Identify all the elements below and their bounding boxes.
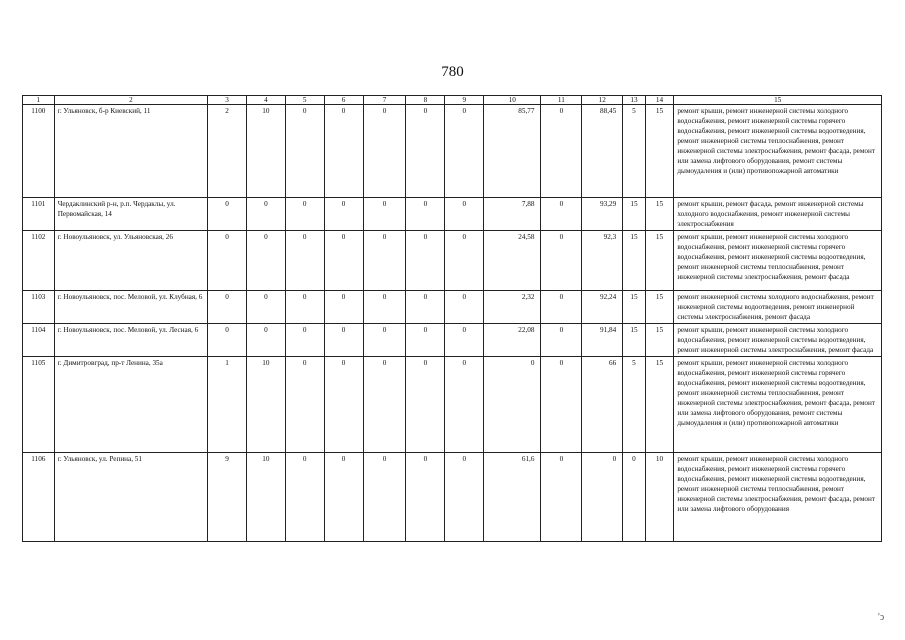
table-cell: 88,45 bbox=[582, 105, 623, 198]
table-cell: 0 bbox=[246, 231, 285, 291]
table-cell: 0 bbox=[445, 324, 484, 357]
table-cell: 0 bbox=[246, 198, 285, 231]
table-cell: 0 bbox=[285, 324, 324, 357]
column-header: 5 bbox=[285, 96, 324, 105]
table-cell: 0 bbox=[324, 105, 363, 198]
table-cell: 0 bbox=[324, 291, 363, 324]
table-cell: 0 bbox=[363, 105, 406, 198]
table-cell: 0 bbox=[445, 105, 484, 198]
table-cell: 0 bbox=[363, 198, 406, 231]
table-cell: 92,24 bbox=[582, 291, 623, 324]
column-header: 10 bbox=[484, 96, 541, 105]
table-cell: 10 bbox=[246, 453, 285, 542]
table-row bbox=[23, 198, 882, 231]
table-row bbox=[23, 357, 882, 453]
table-row bbox=[23, 324, 882, 357]
column-header: 8 bbox=[406, 96, 445, 105]
row-number-cell: 1105 bbox=[23, 357, 55, 453]
table-cell: 0 bbox=[324, 198, 363, 231]
table-row bbox=[23, 231, 882, 291]
table-cell: 15 bbox=[645, 324, 674, 357]
table-cell: 15 bbox=[623, 291, 645, 324]
table-cell: 61,6 bbox=[484, 453, 541, 542]
row-number-cell: 1100 bbox=[23, 105, 55, 198]
table-cell: 15 bbox=[645, 231, 674, 291]
row-number-cell: 1103 bbox=[23, 291, 55, 324]
table-cell: 0 bbox=[445, 231, 484, 291]
column-header: 2 bbox=[54, 96, 207, 105]
row-number-cell: 1102 bbox=[23, 231, 55, 291]
table-cell: 0 bbox=[445, 357, 484, 453]
table-cell: 0 bbox=[324, 357, 363, 453]
row-number-cell: 1101 bbox=[23, 198, 55, 231]
table-cell: 0 bbox=[324, 231, 363, 291]
table-cell: 5 bbox=[623, 357, 645, 453]
table-row bbox=[23, 105, 882, 198]
column-header: 1 bbox=[23, 96, 55, 105]
table-cell: 0 bbox=[208, 231, 247, 291]
table-cell: 15 bbox=[623, 198, 645, 231]
table-cell: 0 bbox=[285, 105, 324, 198]
table-cell: 0 bbox=[363, 291, 406, 324]
table-cell: 2,32 bbox=[484, 291, 541, 324]
table-cell: 10 bbox=[246, 105, 285, 198]
works-cell: ремонт крыши, ремонт инженерной системы холодного водоснабжения, ремонт инженерной системы горячего водоснабжения, ремонт инженерной системы водоотведения, ремонт инженерной системы теплоснабжения, ремонт инженерной системы электроснабжения, ремонт фасада bbox=[674, 231, 882, 291]
works-cell: ремонт крыши, ремонт инженерной системы холодного водоснабжения, ремонт инженерной системы горячего водоснабжения, ремонт инженерной системы водоотведения, ремонт инженерной системы теплоснабжения, ремонт инженерной системы электроснабжения, ремонт фасада, ремонт или замена лифтового оборудования bbox=[674, 453, 882, 542]
table-row bbox=[23, 291, 882, 324]
table-cell: 0 bbox=[208, 324, 247, 357]
table-cell: 0 bbox=[285, 357, 324, 453]
table-cell: 92,3 bbox=[582, 231, 623, 291]
table-cell: 0 bbox=[445, 198, 484, 231]
table-cell: 0 bbox=[582, 453, 623, 542]
works-cell: ремонт крыши, ремонт инженерной системы холодного водоснабжения, ремонт инженерной системы горячего водоснабжения, ремонт инженерной системы водоотведения, ремонт инженерной системы теплоснабжения, ремонт инженерной системы электроснабжения, ремонт фасада, ремонт или замена лифтового оборудования, ремонт системы дымоудаления и (или) противопожарной автоматики bbox=[674, 105, 882, 198]
table-cell: 0 bbox=[324, 453, 363, 542]
column-header: 13 bbox=[623, 96, 645, 105]
table-cell: 0 bbox=[541, 231, 582, 291]
table-cell: 0 bbox=[484, 357, 541, 453]
address-cell: г. Новоульяновск, пос. Меловой, ул. Клубная, 6 bbox=[54, 291, 207, 324]
table-cell: 7,88 bbox=[484, 198, 541, 231]
table-cell: 0 bbox=[541, 357, 582, 453]
table-cell: 15 bbox=[645, 357, 674, 453]
works-cell: ремонт крыши, ремонт фасада, ремонт инженерной системы холодного водоснабжения, ремонт инженерной системы электроснабжения bbox=[674, 198, 882, 231]
table-cell: 0 bbox=[363, 357, 406, 453]
table-cell: 0 bbox=[406, 198, 445, 231]
row-number-cell: 1104 bbox=[23, 324, 55, 357]
table-cell: 0 bbox=[363, 453, 406, 542]
table-cell: 0 bbox=[406, 357, 445, 453]
table-cell: 0 bbox=[363, 324, 406, 357]
table-cell: 0 bbox=[285, 231, 324, 291]
header-row bbox=[23, 96, 882, 105]
table-cell: 66 bbox=[582, 357, 623, 453]
works-cell: ремонт инженерной системы холодного водоснабжения, ремонт инженерной системы водоотведения, ремонт инженерной системы электроснабжения, ремонт фасада bbox=[674, 291, 882, 324]
table-cell: 1 bbox=[208, 357, 247, 453]
table-cell: 0 bbox=[406, 324, 445, 357]
scan-mark: 'ↄ bbox=[878, 612, 885, 623]
table-cell: 0 bbox=[623, 453, 645, 542]
column-header: 9 bbox=[445, 96, 484, 105]
works-cell: ремонт крыши, ремонт инженерной системы холодного водоснабжения, ремонт инженерной системы водоотведения, ремонт инженерной системы электроснабжения, ремонт фасада bbox=[674, 324, 882, 357]
address-cell: г. Ульяновск, б-р Киевский, 11 bbox=[54, 105, 207, 198]
column-header: 15 bbox=[674, 96, 882, 105]
table-cell: 0 bbox=[285, 198, 324, 231]
table-row bbox=[23, 453, 882, 542]
table-cell: 0 bbox=[285, 453, 324, 542]
table-cell: 0 bbox=[406, 453, 445, 542]
table-cell: 2 bbox=[208, 105, 247, 198]
table-cell: 22,08 bbox=[484, 324, 541, 357]
table-cell: 0 bbox=[541, 453, 582, 542]
page-number: 780 bbox=[441, 64, 464, 80]
table-cell: 0 bbox=[541, 291, 582, 324]
table-cell: 85,77 bbox=[484, 105, 541, 198]
table-cell: 0 bbox=[208, 198, 247, 231]
table-cell: 0 bbox=[406, 231, 445, 291]
table-cell: 0 bbox=[246, 324, 285, 357]
column-header: 3 bbox=[208, 96, 247, 105]
table-cell: 91,84 bbox=[582, 324, 623, 357]
table-cell: 0 bbox=[541, 198, 582, 231]
table-cell: 5 bbox=[623, 105, 645, 198]
address-cell: г. Новоульяновск, ул. Ульяновская, 26 bbox=[54, 231, 207, 291]
table-cell: 15 bbox=[645, 105, 674, 198]
column-header: 11 bbox=[541, 96, 582, 105]
table-cell: 0 bbox=[208, 291, 247, 324]
table-cell: 15 bbox=[645, 198, 674, 231]
column-header: 6 bbox=[324, 96, 363, 105]
table-cell: 0 bbox=[406, 105, 445, 198]
data-table bbox=[22, 95, 882, 542]
column-header: 4 bbox=[246, 96, 285, 105]
table-cell: 0 bbox=[445, 291, 484, 324]
address-cell: г. Новоульяновск, пос. Меловой, ул. Лесная, 6 bbox=[54, 324, 207, 357]
table-cell: 10 bbox=[246, 357, 285, 453]
table-cell: 0 bbox=[445, 453, 484, 542]
address-cell: Чердаклинский р-н, р.п. Чердаклы, ул. Первомайская, 14 bbox=[54, 198, 207, 231]
table-cell: 0 bbox=[363, 231, 406, 291]
address-cell: г. Ульяновск, ул. Репина, 51 bbox=[54, 453, 207, 542]
table-cell: 15 bbox=[623, 324, 645, 357]
table-cell: 0 bbox=[541, 324, 582, 357]
table-cell: 9 bbox=[208, 453, 247, 542]
column-header: 14 bbox=[645, 96, 674, 105]
row-number-cell: 1106 bbox=[23, 453, 55, 542]
table-cell: 0 bbox=[541, 105, 582, 198]
table-cell: 0 bbox=[406, 291, 445, 324]
column-header: 7 bbox=[363, 96, 406, 105]
table-cell: 15 bbox=[623, 231, 645, 291]
address-cell: г. Димитровград, пр-т Ленина, 35а bbox=[54, 357, 207, 453]
table-cell: 0 bbox=[285, 291, 324, 324]
works-cell: ремонт крыши, ремонт инженерной системы холодного водоснабжения, ремонт инженерной системы горячего водоснабжения, ремонт инженерной системы водоотведения, ремонт инженерной системы теплоснабжения, ремонт инженерной системы электроснабжения, ремонт фасада, ремонт или замена лифтового оборудования, ремонт системы дымоудаления и (или) противопожарной автоматики bbox=[674, 357, 882, 453]
table-cell: 10 bbox=[645, 453, 674, 542]
table-cell: 0 bbox=[324, 324, 363, 357]
table-cell: 93,29 bbox=[582, 198, 623, 231]
table-cell: 15 bbox=[645, 291, 674, 324]
table-cell: 24,58 bbox=[484, 231, 541, 291]
column-header: 12 bbox=[582, 96, 623, 105]
table-cell: 0 bbox=[246, 291, 285, 324]
